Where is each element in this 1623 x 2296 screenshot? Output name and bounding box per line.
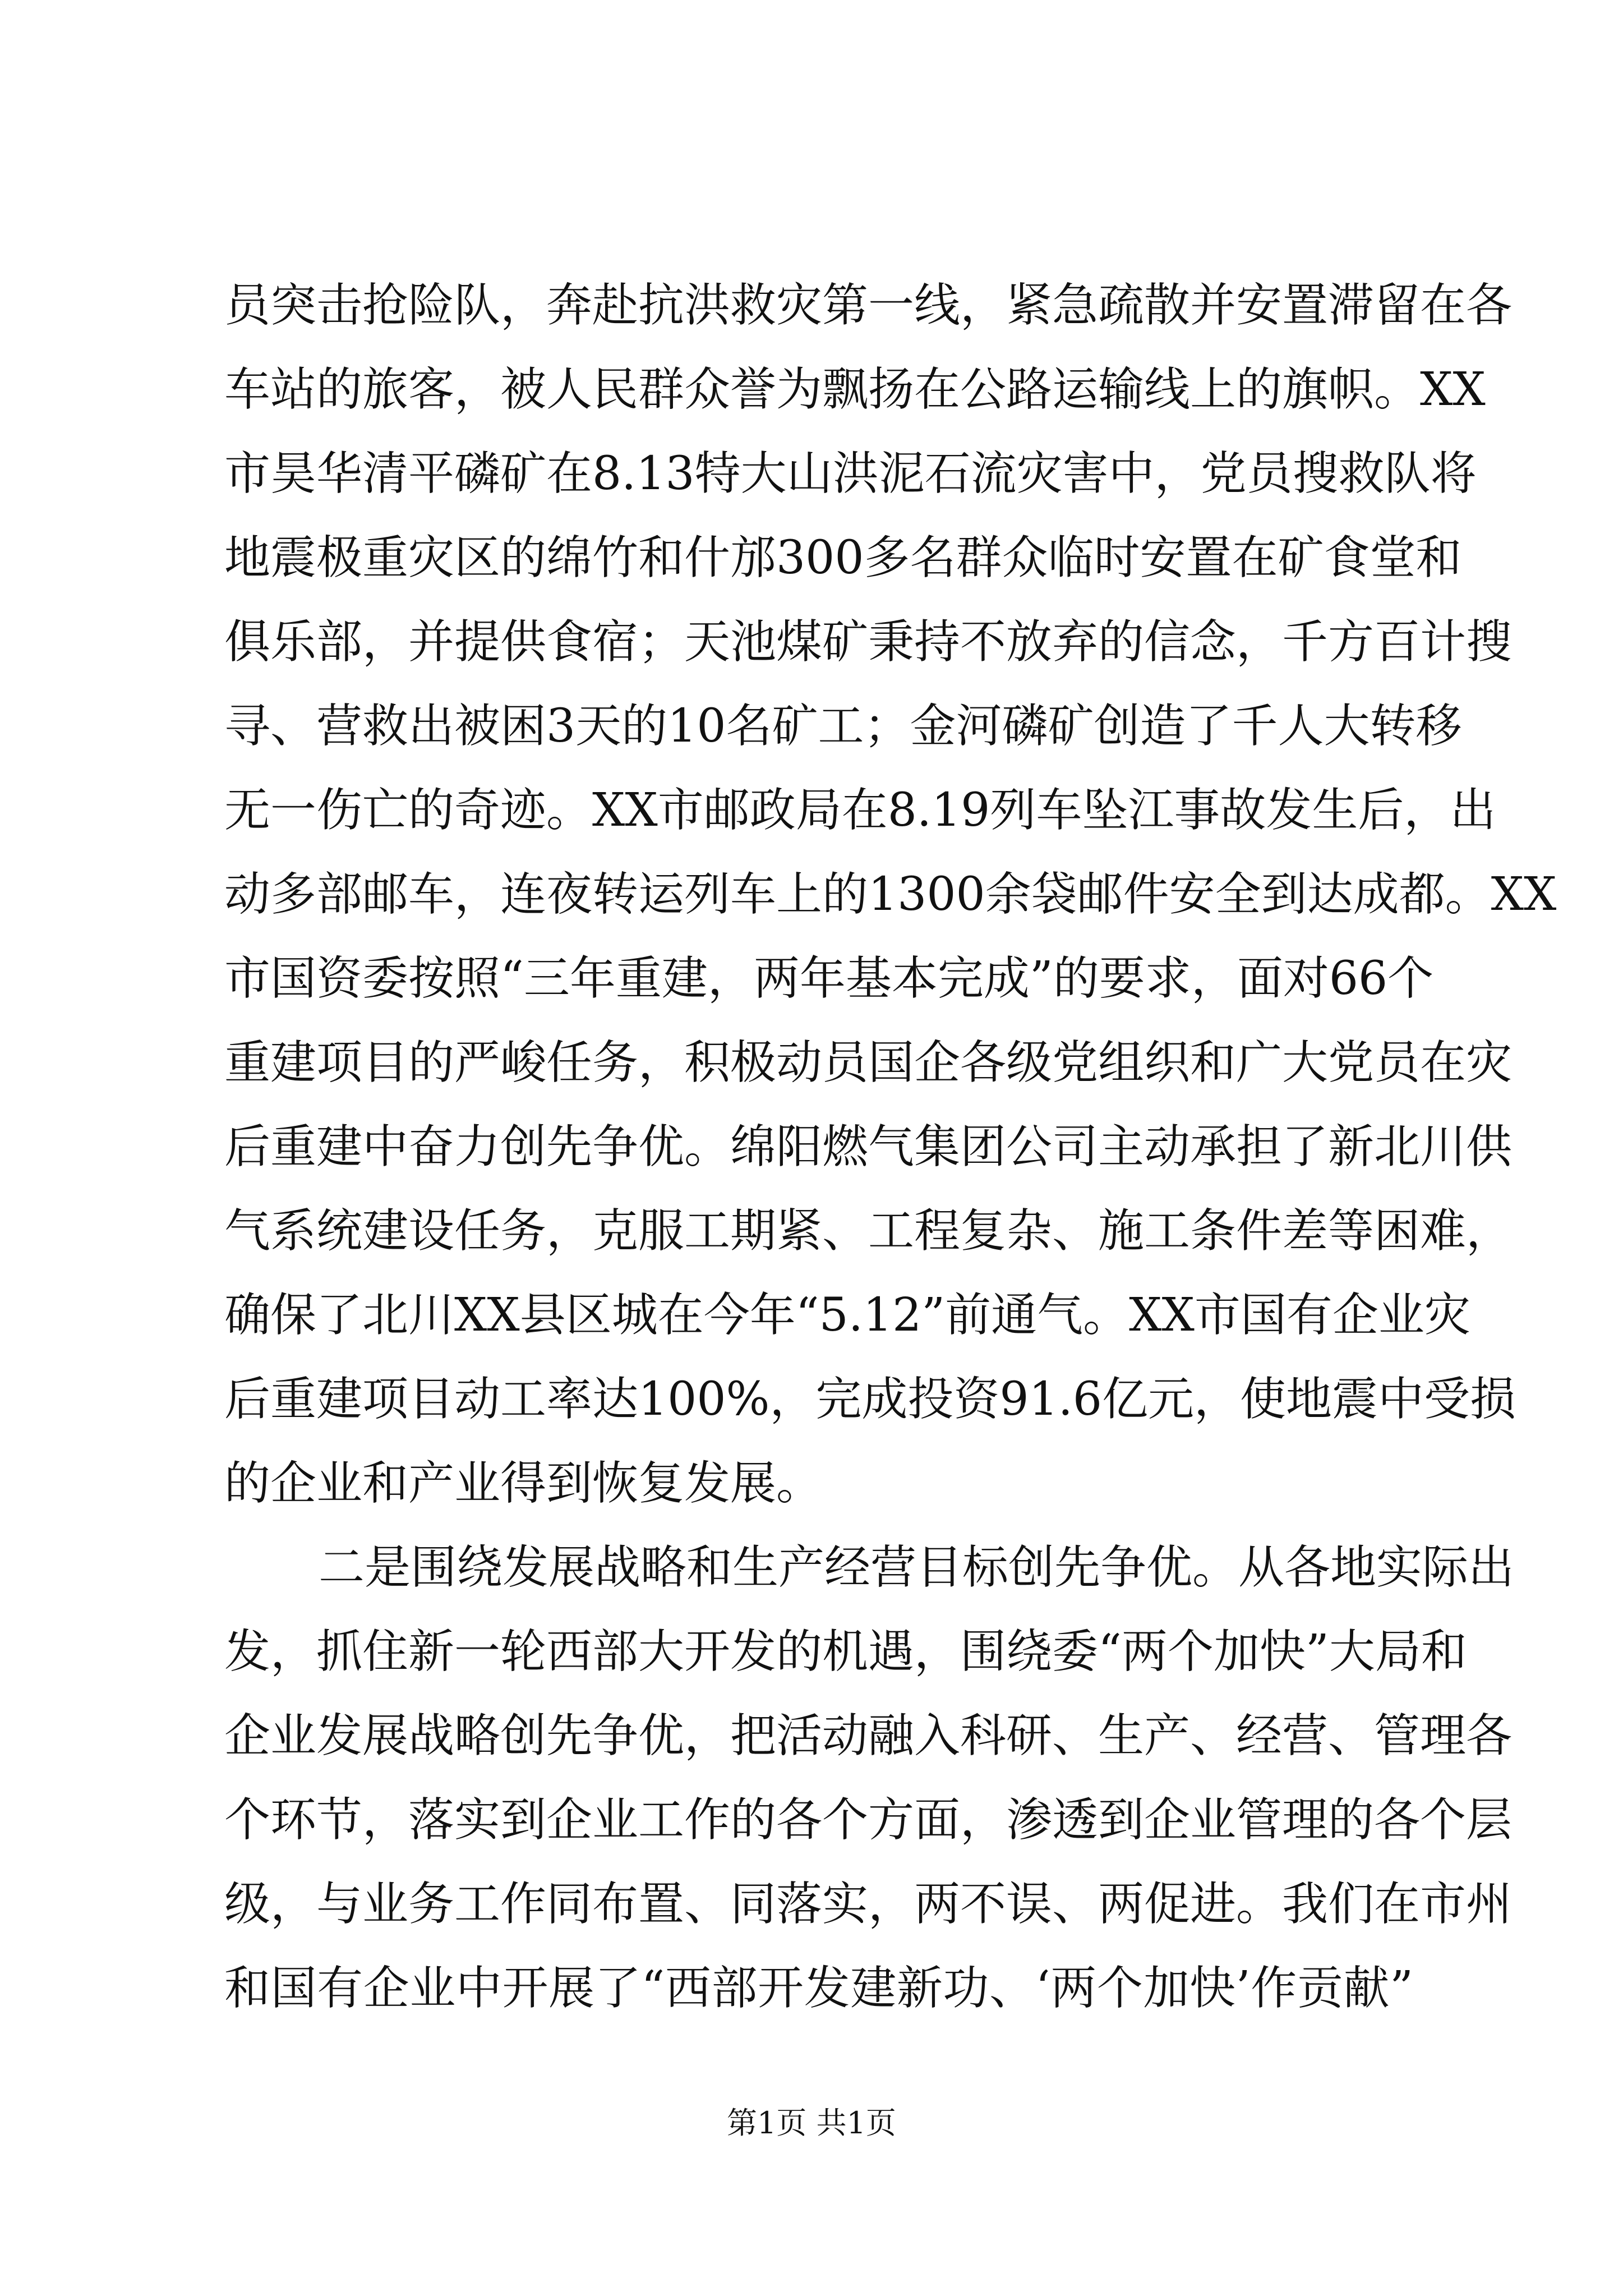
body-text-line: 和国有企业中开展了“西部开发建新功、‘两个加快’作贡献” [224, 1962, 1413, 2015]
body-text-line: 个环节，落实到企业工作的各个方面，渗透到企业管理的各个层 [224, 1793, 1513, 1847]
body-text-line: 重建项目的严峻任务，积极动员国企各级党组织和广大党员在灾 [224, 1036, 1513, 1089]
body-text-line: 员突击抢险队，奔赴抗洪救灾第一线，紧急疏散并安置滞留在各 [224, 279, 1513, 332]
body-text-line: 市国资委按照“三年重建，两年基本完成”的要求，面对66个 [224, 952, 1434, 1005]
body-text-line: 无一伤亡的奇迹。XX市邮政局在8.19列车坠江事故发生后，出 [224, 784, 1496, 837]
body-text-line: 确保了北川XX县区城在今年“5.12”前通气。XX市国有企业灾 [224, 1289, 1470, 1342]
body-text-line: 气系统建设任务，克服工期紧、工程复杂、施工条件差等困难， [224, 1204, 1513, 1258]
body-text-line: 的企业和产业得到恢复发展。 [224, 1457, 823, 1510]
body-text-line: 后重建中奋力创先争优。绵阳燃气集团公司主动承担了新北川供 [224, 1120, 1513, 1174]
page-number-footer: 第1页 共1页 [727, 2105, 896, 2141]
body-text-line: 市昊华清平磷矿在8.13特大山洪泥石流灾害中，党员搜救队将 [224, 447, 1477, 500]
body-text-line: 企业发展战略创先争优，把活动融入科研、生产、经营、管理各 [224, 1709, 1513, 1763]
body-text-line: 级，与业务工作同布置、同落实，两不误、两促进。我们在市州 [224, 1878, 1513, 1931]
body-text-line: 地震极重灾区的绵竹和什邡300多名群众临时安置在矿食堂和 [224, 531, 1462, 585]
body-text-line: 发，抓住新一轮西部大开发的机遇，围绕委“两个加快”大局和 [224, 1625, 1467, 1678]
body-text-line: 寻、营救出被困3天的10名矿工；金河磷矿创造了千人大转移 [224, 700, 1462, 753]
body-text-line: 车站的旅客，被人民群众誉为飘扬在公路运输线上的旗帜。XX [224, 363, 1486, 416]
body-text-line: 俱乐部，并提供食宿；天池煤矿秉持不放弃的信念，千方百计搜 [224, 615, 1513, 669]
paragraph-first-line: 二是围绕发展战略和生产经营目标创先争优。从各地实际出 [319, 1541, 1515, 1594]
body-text-line: 后重建项目动工率达100%，完成投资91.6亿元，使地震中受损 [224, 1373, 1516, 1426]
body-text-line: 动多部邮车，连夜转运列车上的1300余袋邮件安全到达成都。XX [224, 868, 1557, 921]
